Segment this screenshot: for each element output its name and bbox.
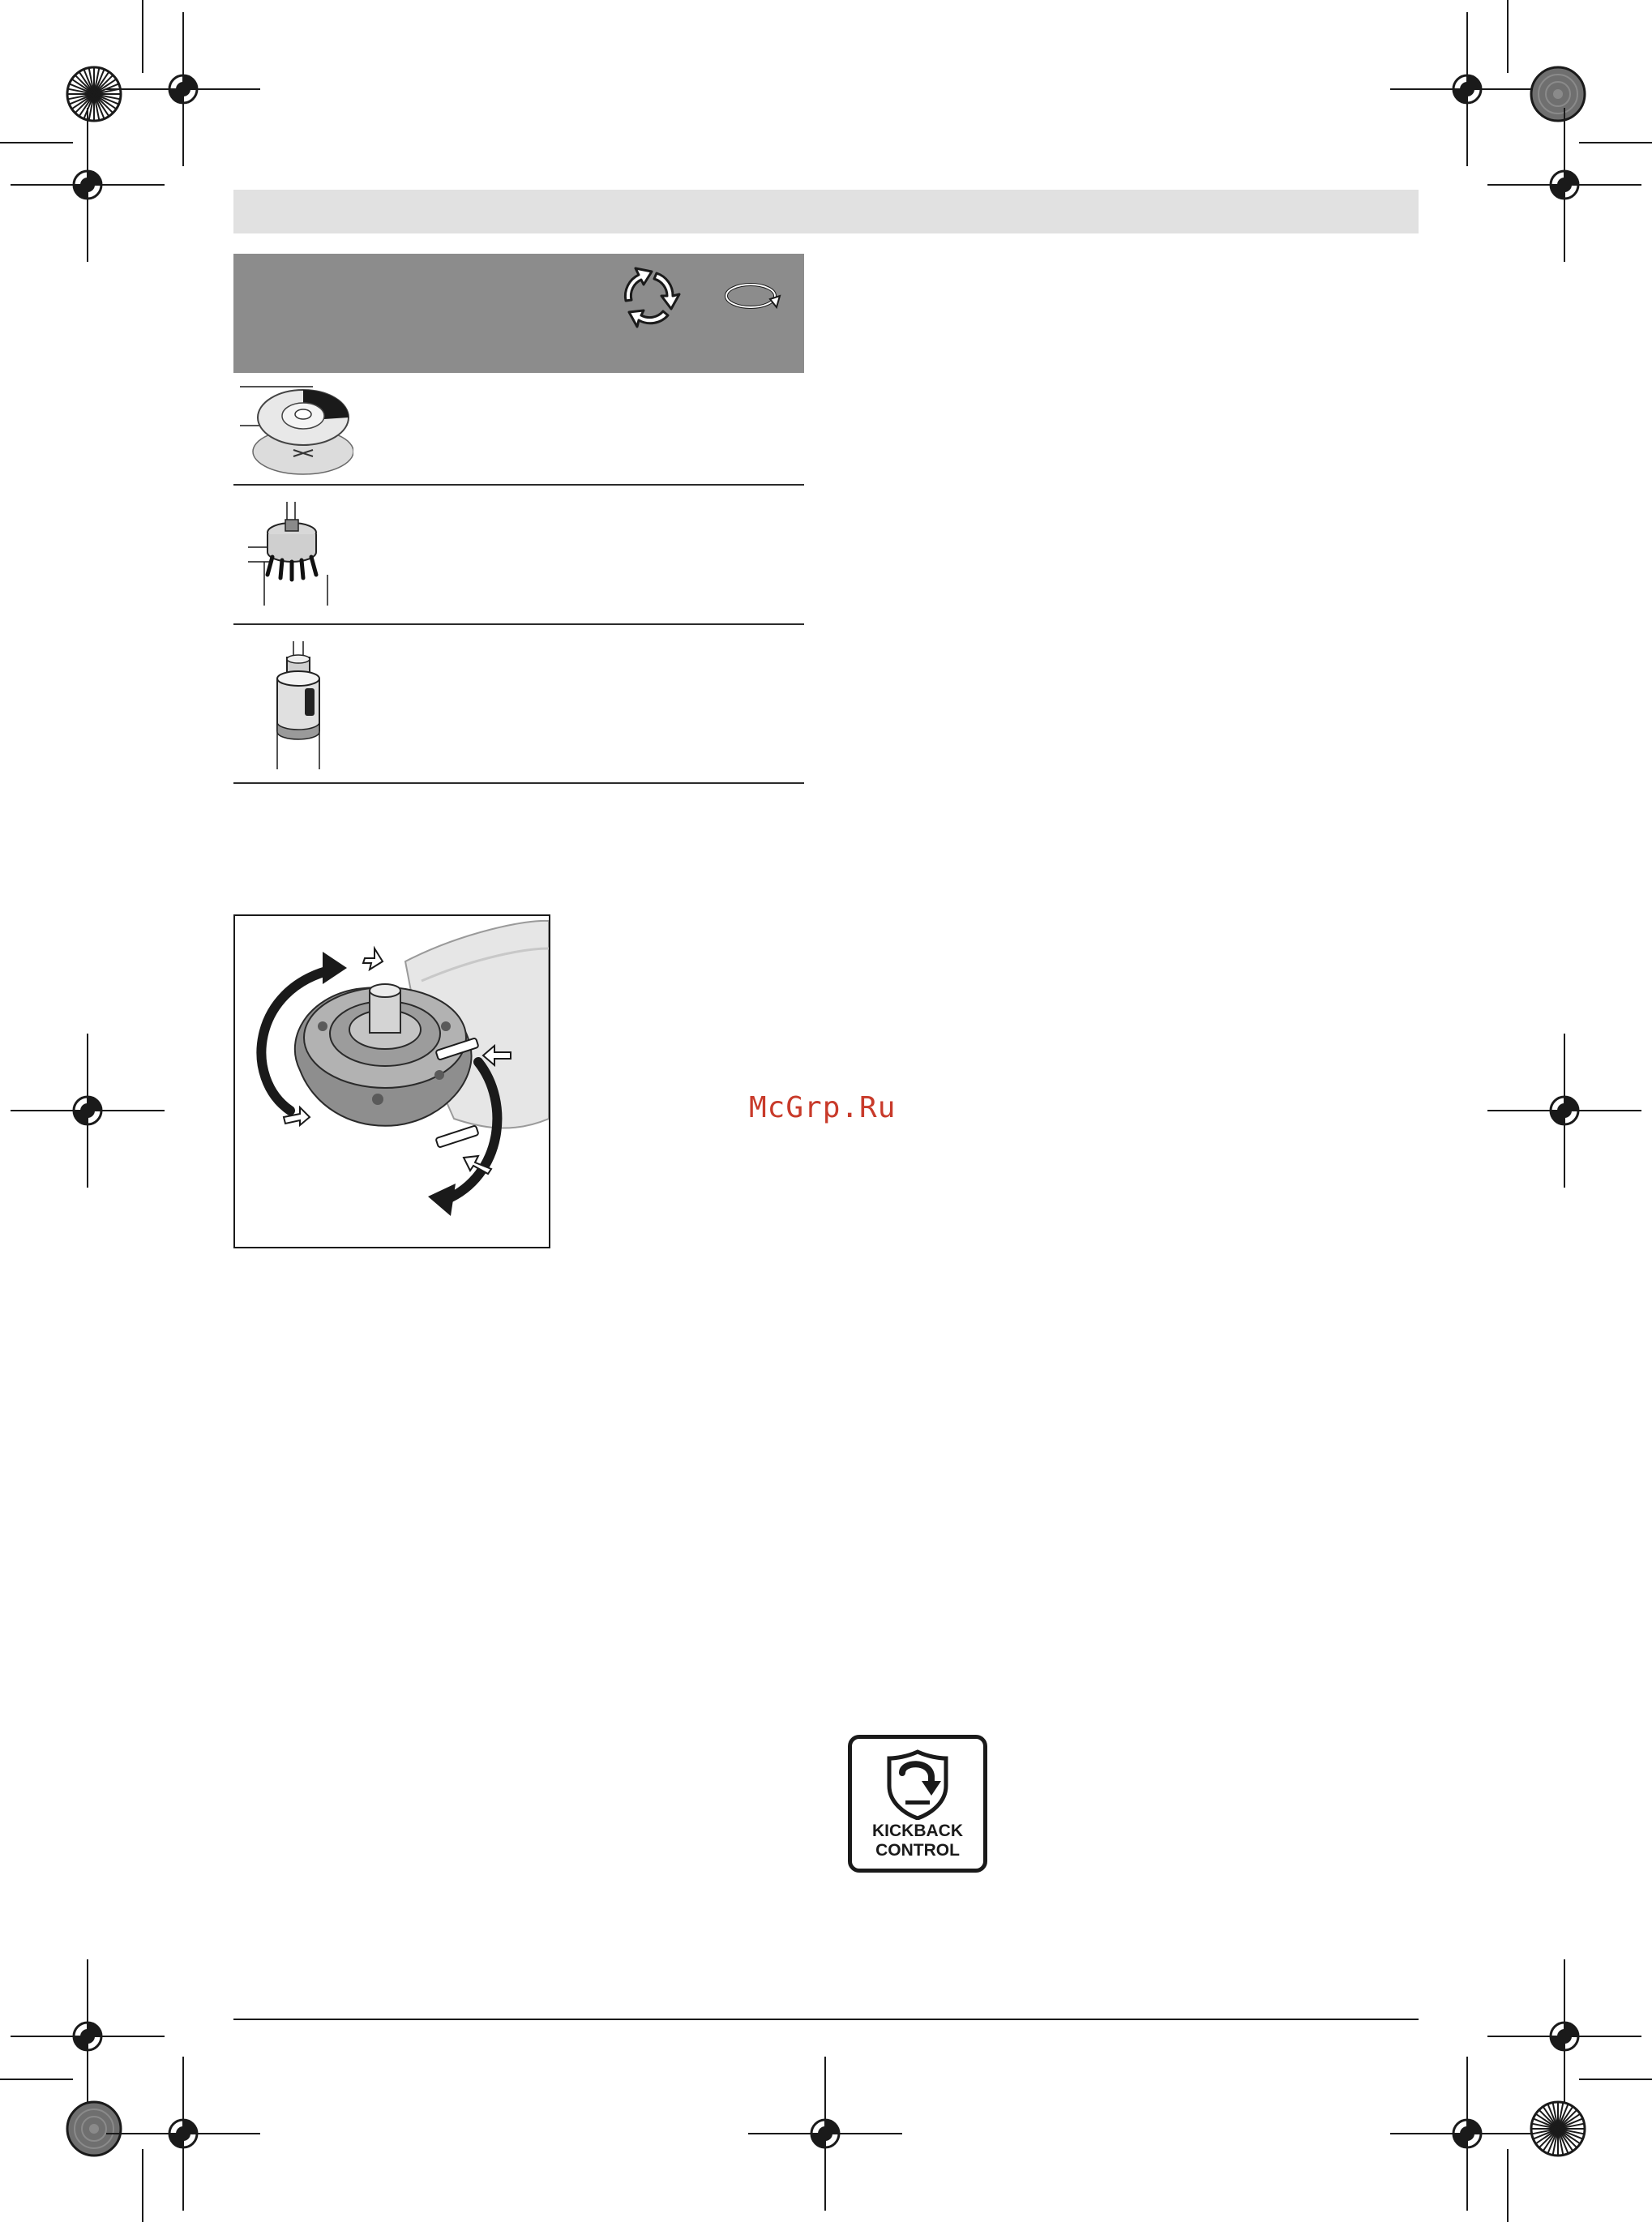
table-header [233, 254, 804, 373]
angle-grinder-gear-head-rotation-icon [235, 916, 549, 1247]
cup-wire-brush-icon [248, 502, 345, 607]
kickback-logo-text [852, 1822, 983, 1860]
header-band [233, 190, 1419, 233]
recycle-arrows-icon [616, 263, 683, 330]
rotation-direction-icon [723, 278, 781, 314]
gear-head-rotation-figure [233, 914, 550, 1248]
kickback-logo-line2: CONTROL [875, 1841, 960, 1860]
diamond-core-bit-icon [258, 641, 339, 771]
footer-rule [233, 2019, 1419, 2020]
kickback-control-logo [848, 1735, 987, 1873]
table-row-divider [233, 623, 804, 625]
tool-table [233, 254, 804, 784]
table-row-divider [233, 782, 804, 784]
kickback-logo-line1: KICKBACK [872, 1822, 963, 1840]
watermark-text: McGrp.Ru [749, 1091, 897, 1124]
table-row-divider [233, 484, 804, 486]
kickback-shield-icon [884, 1749, 951, 1820]
grinding-disc-icon [240, 379, 353, 479]
